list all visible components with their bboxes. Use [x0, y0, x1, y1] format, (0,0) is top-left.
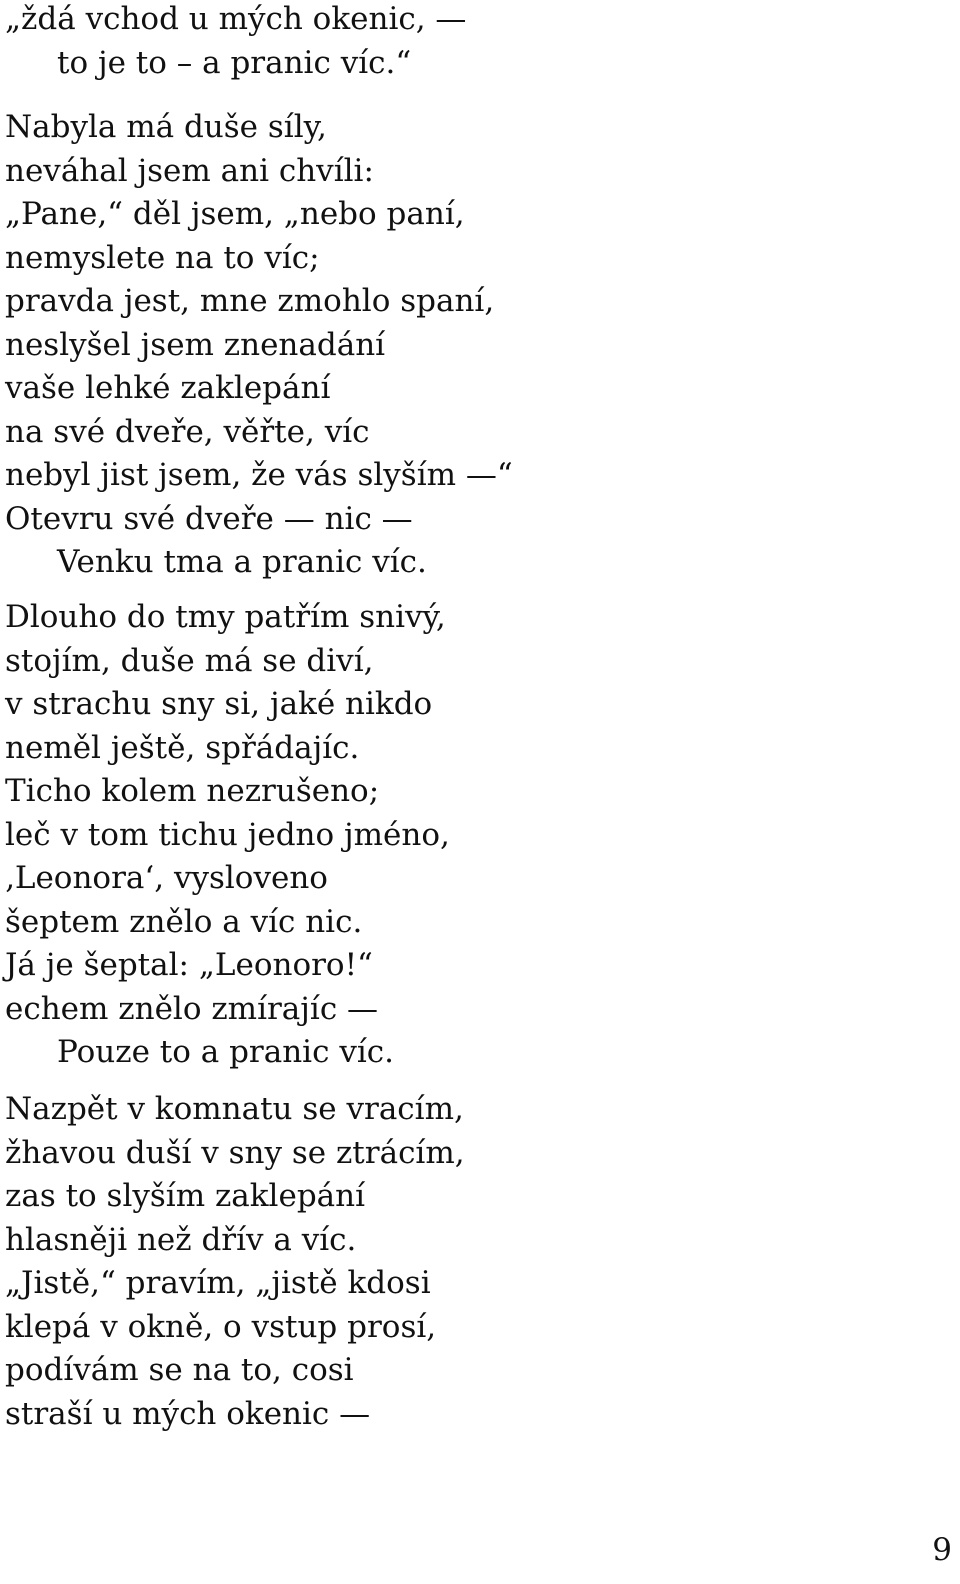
- poem-line: Venku tma a pranic víc.: [57, 544, 427, 580]
- poem-line: nebyl jist jsem, že vás slyším —“: [5, 457, 513, 493]
- poem-line: „Jistě,“ pravím, „jistě kdosi: [5, 1265, 431, 1301]
- stanza: [5, 1088, 465, 1436]
- poem-line: šeptem znělo a víc nic.: [5, 903, 363, 940]
- stanza: [5, 596, 450, 1075]
- poem-line: Nazpět v komnatu se vracím,: [5, 1091, 464, 1127]
- poem-line: echem znělo zmírajíc —: [5, 990, 379, 1027]
- page-number: 9: [932, 1532, 952, 1568]
- poem-line: klepá v okně, o vstup prosí,: [5, 1308, 437, 1345]
- poem-line: „Pane,“ děl jsem, „nebo paní,: [5, 196, 465, 232]
- poem-line: neměl ještě, spřádajíc.: [5, 729, 360, 766]
- poem-line: v strachu sny si, jaké nikdo: [5, 686, 433, 722]
- stanza: [5, 0, 466, 85]
- poem-line: Pouze to a pranic víc.: [57, 1034, 394, 1070]
- poem-line: hlasněji než dřív a víc.: [5, 1221, 357, 1258]
- poem-line: Dlouho do tmy patřím snivý,: [5, 599, 446, 635]
- poem-line: Nabyla má duše síly,: [5, 109, 327, 145]
- poem-line: leč v tom tichu jedno jméno,: [5, 816, 450, 853]
- poem-line: to je to – a pranic víc.“: [57, 44, 412, 81]
- poem-line: žhavou duší v sny se ztrácím,: [5, 1134, 465, 1171]
- poem-line: Ticho kolem nezrušeno;: [5, 773, 380, 809]
- poem-line: vaše lehké zaklepání: [5, 370, 331, 406]
- poem-line: neslyšel jsem znenadání: [5, 326, 386, 363]
- poem-line: neváhal jsem ani chvíli:: [5, 152, 374, 189]
- poem-line: na své dveře, věřte, víc: [5, 413, 370, 450]
- poem-line: Já je šeptal: „Leonoro!“: [5, 947, 373, 983]
- stanza: [5, 106, 513, 585]
- poem-line: stojím, duše má se diví,: [5, 642, 374, 679]
- poem-line: Otevru své dveře — nic —: [5, 500, 413, 537]
- poem-line: straší u mých okenic —: [5, 1395, 371, 1432]
- poem-line: nemyslete na to víc;: [5, 239, 320, 276]
- poem-line: podívám se na to, cosi: [5, 1352, 354, 1388]
- poem-line: „ždá vchod u mých okenic, —: [5, 1, 467, 37]
- poem-line: ‚Leonora‘, vysloveno: [5, 860, 328, 896]
- poem-line: zas to slyším zaklepání: [5, 1178, 366, 1214]
- poem-line: pravda jest, mne zmohlo spaní,: [5, 283, 495, 319]
